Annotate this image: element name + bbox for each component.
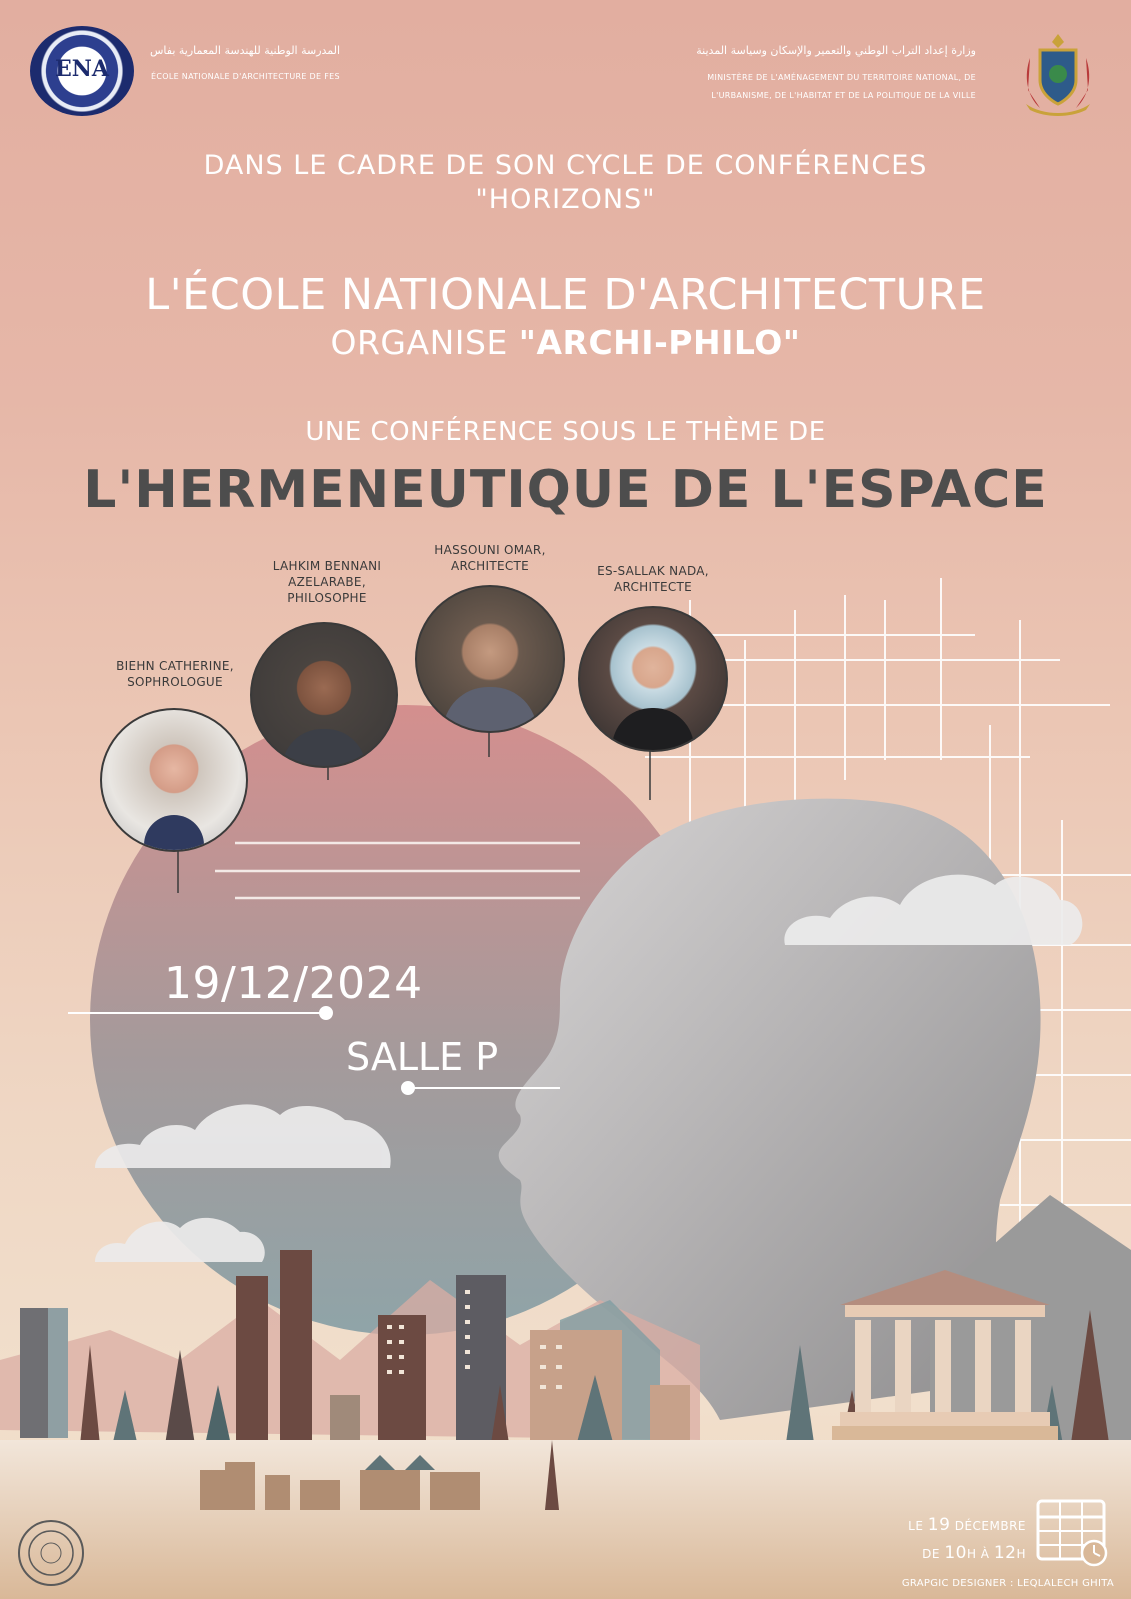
school-name-arabic: المدرسة الوطنية للهندسة المعمارية بفاس	[150, 44, 341, 57]
intro-line1: DANS LE CADRE DE SON CYCLE DE CONFÉRENCES	[203, 150, 928, 181]
organizer-line1: L'ÉCOLE NATIONALE D'ARCHITECTURE	[145, 270, 986, 320]
event-room: SALLE P	[346, 1035, 499, 1079]
organizer-quote-open: "	[518, 323, 537, 362]
speaker-label-essallak: ES-SALLAK NADA, ARCHITECTE	[597, 564, 709, 594]
speaker-label-biehn: BIEHN CATHERINE, SOPHROLOGUE	[116, 659, 234, 689]
seal-stamp-icon	[16, 1518, 86, 1588]
school-name-french: ÉCOLE NATIONALE D'ARCHITECTURE DE FES	[151, 72, 340, 81]
speaker-photo-hassouni	[415, 585, 565, 733]
organizer-line2	[0, 323, 1131, 362]
intro-line2: "HORIZONS"	[475, 184, 656, 215]
speaker-photo-essallak	[578, 606, 728, 752]
speaker-photo-biehn	[100, 708, 248, 852]
theme-intro: UNE CONFÉRENCE SOUS LE THÈME DE	[305, 417, 826, 447]
organizer-event-name: ARCHI-PHILO	[536, 323, 783, 362]
school-logo-icon	[30, 26, 134, 116]
organizer-quote-close: "	[782, 323, 801, 362]
conference-title: L'HERMENEUTIQUE DE L'ESPACE	[83, 460, 1048, 520]
speaker-photo-lahkim	[250, 622, 398, 768]
footer-date: LE 19 DÉCEMBRE	[908, 1515, 1026, 1535]
royal-emblem-icon	[1018, 30, 1098, 116]
avatar	[443, 687, 537, 733]
avatar	[144, 815, 204, 852]
ministry-name-arabic: وزارة إعداد التراب الوطني والتعمير والإسكان وسياسة المدينة	[696, 44, 976, 57]
organizer-line2-prefix: ORGANISE	[330, 323, 519, 362]
speaker-label-lahkim: LAHKIM BENNANI AZELARABE, PHILOSOPHE	[272, 559, 382, 605]
event-date: 19/12/2024	[164, 958, 423, 1009]
ministry-name-french-line2: L'URBANISME, DE L'HABITAT ET DE LA POLITIQUE DE LA VILLE	[711, 91, 976, 100]
speaker-label-hassouni: HASSOUNI OMAR, ARCHITECTE	[434, 543, 546, 573]
avatar	[282, 729, 366, 768]
designer-credit: GRAPGIC DESIGNER : LEQLALECH GHITA	[901, 1578, 1114, 1589]
footer-time: DE 10H À 12H	[922, 1543, 1026, 1563]
calendar-clock-icon	[1035, 1498, 1111, 1568]
ministry-name-french-line1: MINISTÈRE DE L'AMÉNAGEMENT DU TERRITOIRE NATIONAL, DE	[707, 73, 976, 82]
avatar	[612, 708, 694, 752]
school-logo-text: ENA	[55, 56, 109, 82]
